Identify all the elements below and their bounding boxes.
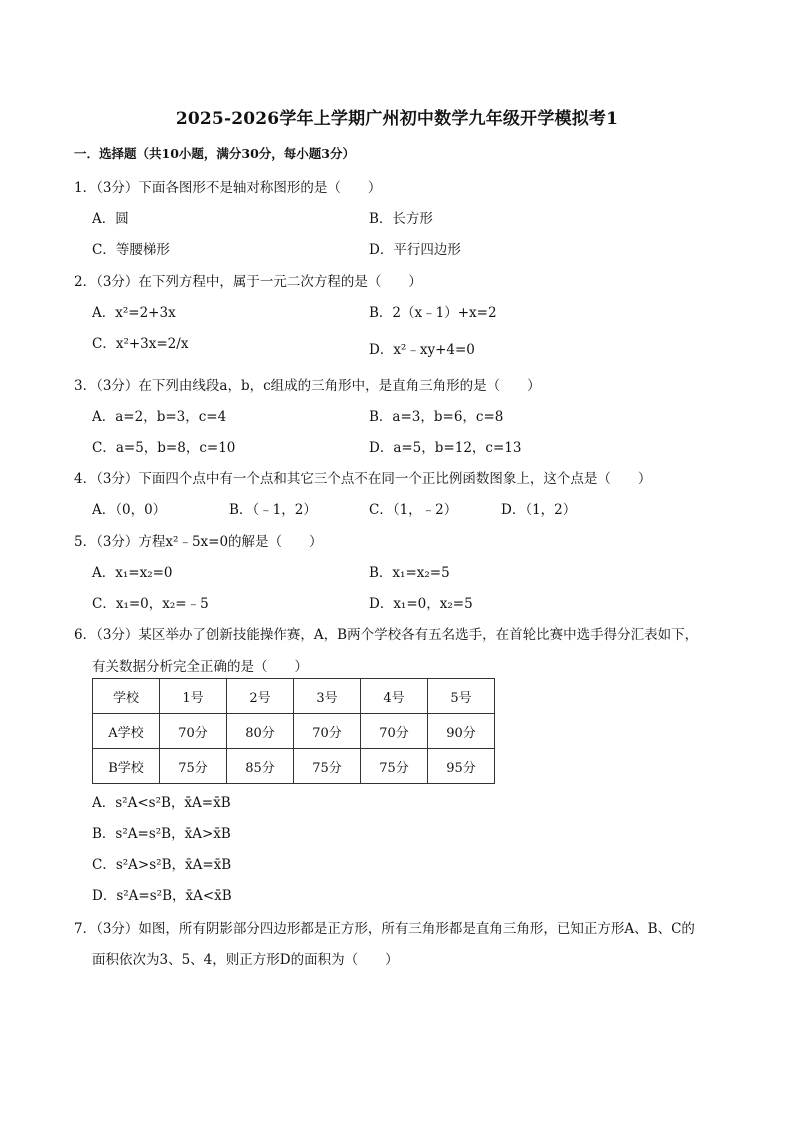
question-1-option-b: B．长方形 [369,211,433,227]
score-table [92,678,495,784]
question-5-option-d: D．x₁=0，x₂=5 [369,596,473,612]
section-heading: 一．选择题（共10小题，满分30分，每小题3分） [74,146,355,161]
question-6-option-c: C．s²A>s²B，x̄A=x̄B [92,857,232,873]
table-header-cell: 1号 [160,679,227,714]
table-cell: 70分 [361,714,428,749]
question-3-option-a: A．a=2，b=3，c=4 [92,409,227,425]
table-cell: 90分 [428,714,495,749]
question-4-option-a: A．（0，0） [92,502,167,518]
question-5-option-c: C．x₁=0，x₂=﹣5 [92,596,209,612]
question-6-stem-continued: 有关数据分析完全正确的是（ ） [92,659,308,675]
page-title: 2025-2026学年上学期广州初中数学九年级开学模拟考1 [175,109,619,129]
table-row [93,714,495,749]
question-7-stem: 7．（3分）如图，所有阴影部分四边形都是正方形，所有三角形都是直角三角形，已知正方形A、B、C的 [74,921,695,937]
question-5-stem: 5．（3分）方程x²﹣5x=0的解是（ ） [74,534,323,550]
table-header-cell: 4号 [361,679,428,714]
question-4-stem: 4．（3分）下面四个点中有一个点和其它三个点不在同一个正比例函数图象上，这个点是（ ） [74,471,652,487]
table-cell: 70分 [160,714,227,749]
question-5-option-b: B．x₁=x₂=5 [369,565,450,581]
table-cell: 70分 [294,714,361,749]
question-2-option-b: B．2（x﹣1）+x=2 [369,305,497,321]
table-cell: 75分 [361,749,428,784]
question-6-option-b: B．s²A=s²B，x̄A>x̄B [92,826,231,842]
question-3-option-d: D．a=5，b=12，c=13 [369,440,522,456]
question-2-option-c: C．x²+3x=2/x [92,336,189,352]
table-cell: 80分 [227,714,294,749]
table-cell: 85分 [227,749,294,784]
question-1-option-d: D．平行四边形 [369,242,461,258]
table-header-cell: 3号 [294,679,361,714]
table-row [93,749,495,784]
question-3-option-b: B．a=3，b=6，c=8 [369,409,504,425]
table-cell: 75分 [160,749,227,784]
question-6-stem: 6．（3分）某区举办了创新技能操作赛，A，B两个学校各有五名选手，在首轮比赛中选手得分汇表如下， [74,627,699,643]
table-cell: A学校 [93,714,160,749]
table-header-cell: 2号 [227,679,294,714]
question-2-option-a: A．x²=2+3x [92,305,176,321]
table-header-cell: 学校 [93,679,160,714]
table-header-cell: 5号 [428,679,495,714]
question-6-option-a: A．s²A<s²B，x̄A=x̄B [92,795,231,811]
question-1-option-a: A．圆 [92,211,129,227]
question-3-option-c: C．a=5，b=8，c=10 [92,440,236,456]
question-6-option-d: D．s²A=s²B，x̄A<x̄B [92,888,232,904]
question-1-option-c: C．等腰梯形 [92,242,170,258]
question-3-stem: 3．（3分）在下列由线段a，b，c组成的三角形中，是直角三角形的是（ ） [74,378,541,394]
question-7-stem-continued: 面积依次为3、5、4，则正方形D的面积为（ ） [92,952,399,968]
table-cell: B学校 [93,749,160,784]
question-2-stem: 2．（3分）在下列方程中，属于一元二次方程的是（ ） [74,274,422,290]
question-1-stem: 1．（3分）下面各图形不是轴对称图形的是（ ） [74,180,382,196]
table-header-row [93,679,495,714]
table-cell: 75分 [294,749,361,784]
table-cell: 95分 [428,749,495,784]
question-4-option-c: C．（1，﹣2） [369,502,458,518]
question-4-option-d: D．（1，2） [501,502,577,518]
question-2-option-d: D．x²﹣xy+4=0 [369,342,475,358]
question-4-option-b: B．（﹣1，2） [229,502,317,518]
question-5-option-a: A．x₁=x₂=0 [92,565,173,581]
